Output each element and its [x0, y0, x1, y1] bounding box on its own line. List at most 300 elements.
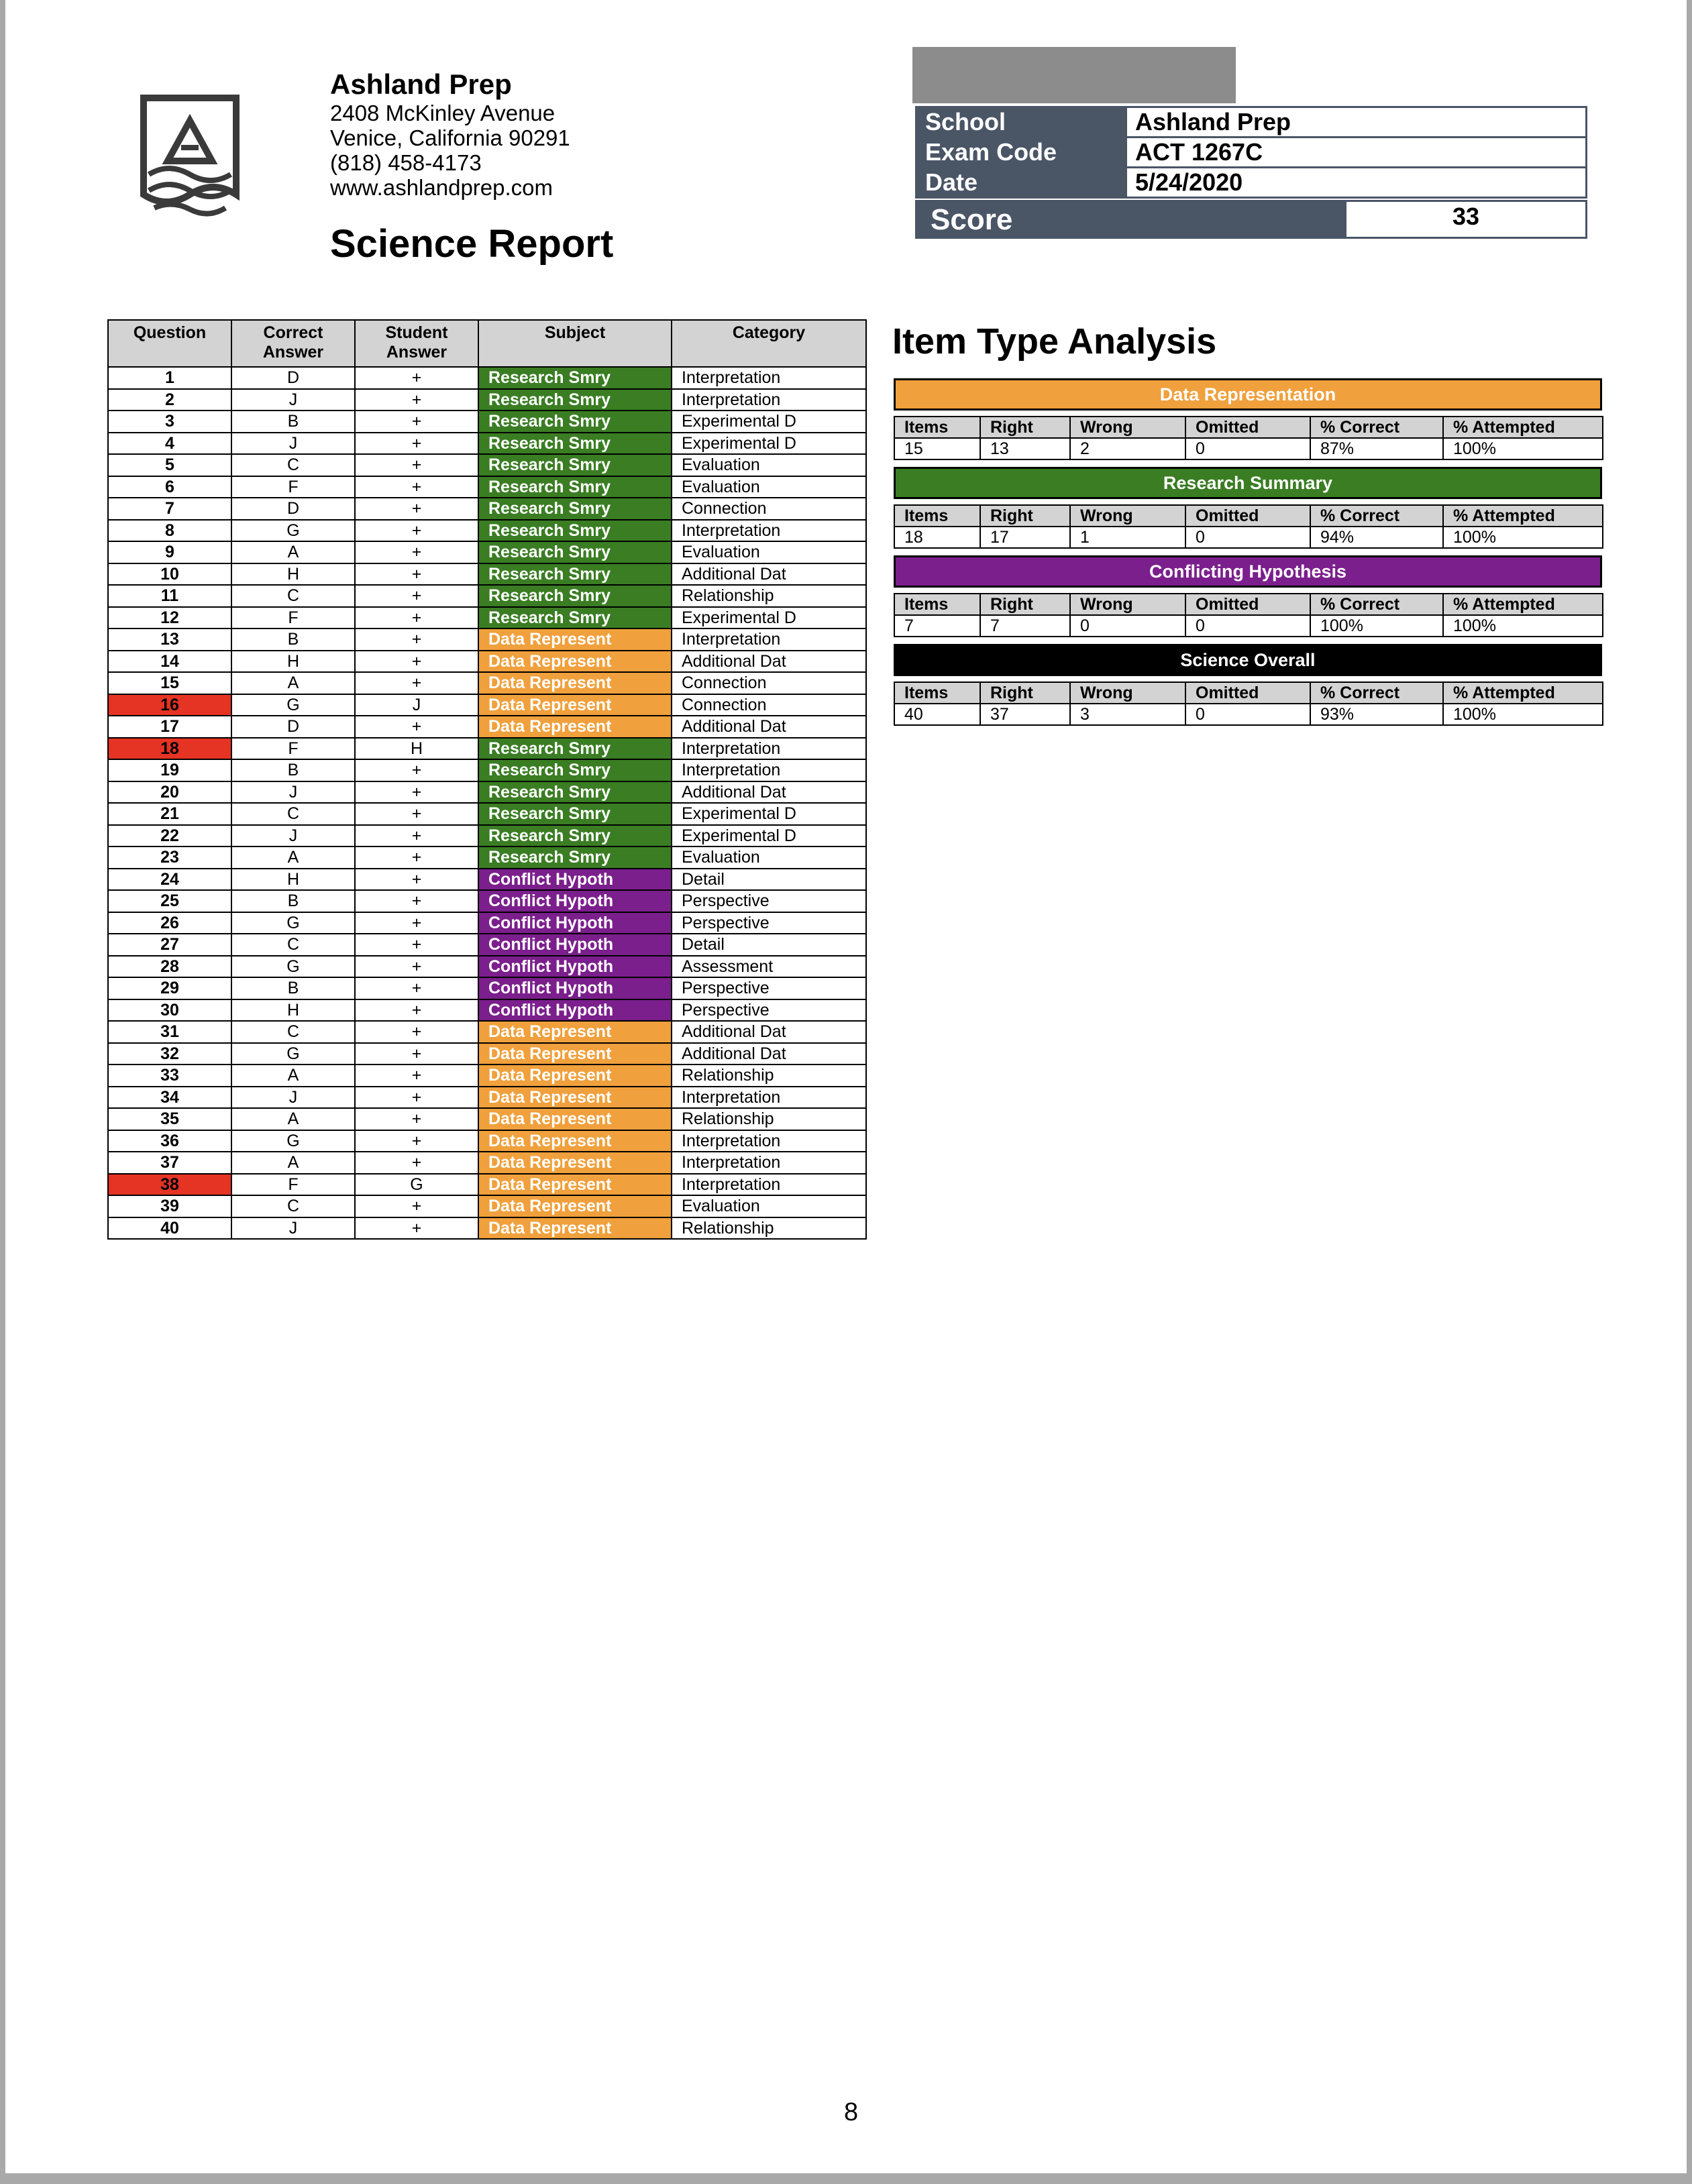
subject-cell: Data Represent [478, 651, 672, 673]
student-answer: + [355, 890, 478, 912]
analysis-column-header: % Correct [1310, 682, 1443, 704]
score-value: 33 [1346, 202, 1585, 237]
subject-cell: Conflict Hypoth [478, 956, 672, 978]
correct-answer: A [231, 1064, 355, 1087]
analysis-value: 100% [1443, 438, 1603, 459]
subject-cell: Research Smry [478, 607, 672, 629]
subject-cell: Data Represent [478, 716, 672, 738]
category-cell: Connection [672, 672, 866, 694]
student-answer: + [355, 433, 478, 455]
analysis-column-header: % Attempted [1443, 682, 1603, 704]
correct-answer: F [231, 738, 355, 760]
question-number: 16 [108, 694, 231, 716]
table-row [108, 847, 866, 869]
table-row [108, 999, 866, 1022]
subject-cell: Conflict Hypoth [478, 869, 672, 891]
analysis-stats-table [894, 681, 1603, 726]
table-row [108, 1064, 866, 1087]
report-page [5, 0, 1687, 2173]
student-answer: + [355, 759, 478, 781]
correct-answer: A [231, 847, 355, 869]
analysis-value: 100% [1443, 527, 1603, 548]
column-header: Category [672, 320, 866, 367]
table-row [108, 520, 866, 542]
category-cell: Experimental D [672, 607, 866, 629]
analysis-value: 0 [1185, 615, 1310, 637]
analysis-column-header: % Attempted [1443, 417, 1603, 438]
address-line1: 2408 McKinley Avenue [330, 101, 556, 125]
category-cell: Relationship [672, 585, 866, 607]
analysis-header-row [894, 682, 1603, 704]
analysis-value: 0 [1185, 438, 1310, 459]
analysis-column-header: % Attempted [1443, 594, 1603, 615]
exam-info-row [916, 138, 1587, 168]
analysis-value: 7 [894, 615, 980, 637]
category-cell: Experimental D [672, 825, 866, 847]
student-answer: + [355, 367, 478, 389]
ashland-prep-shield-icon [140, 94, 240, 228]
correct-answer: H [231, 869, 355, 891]
question-number: 2 [108, 389, 231, 411]
student-answer: + [355, 498, 478, 520]
category-cell: Evaluation [672, 476, 866, 498]
correct-answer: C [231, 454, 355, 476]
category-cell: Interpretation [672, 389, 866, 411]
student-answer: + [355, 541, 478, 563]
subject-cell: Data Represent [478, 1217, 672, 1240]
analysis-column-header: Wrong [1070, 417, 1185, 438]
question-number: 15 [108, 672, 231, 694]
analysis-header-row [894, 505, 1603, 527]
table-row [108, 541, 866, 563]
category-cell: Experimental D [672, 411, 866, 433]
student-answer: + [355, 1087, 478, 1109]
correct-answer: F [231, 1174, 355, 1196]
student-answer: + [355, 869, 478, 891]
org-name: Ashland Prep [330, 68, 512, 100]
category-cell: Perspective [672, 912, 866, 934]
table-row [108, 825, 866, 847]
student-answer: + [355, 411, 478, 433]
analysis-column-header: % Correct [1310, 594, 1443, 615]
analysis-column-header: Items [894, 505, 980, 527]
question-number: 35 [108, 1108, 231, 1130]
subject-cell: Data Represent [478, 694, 672, 716]
category-cell: Connection [672, 694, 866, 716]
subject-cell: Data Represent [478, 629, 672, 651]
analysis-value: 3 [1070, 704, 1185, 725]
analysis-column-header: Right [980, 682, 1070, 704]
student-answer: + [355, 934, 478, 956]
category-cell: Experimental D [672, 433, 866, 455]
analysis-value-row [894, 615, 1603, 637]
redacted-block [912, 47, 1236, 103]
column-header: Question [108, 320, 231, 367]
address-line2: Venice, California 90291 [330, 125, 570, 150]
analysis-stats-table [894, 504, 1603, 549]
category-cell: Detail [672, 869, 866, 891]
correct-answer: G [231, 520, 355, 542]
analysis-column-header: % Correct [1310, 505, 1443, 527]
question-number: 22 [108, 825, 231, 847]
analysis-value: 2 [1070, 438, 1185, 459]
question-number: 14 [108, 651, 231, 673]
table-row [108, 912, 866, 934]
question-number: 12 [108, 607, 231, 629]
analysis-value: 17 [980, 527, 1070, 548]
table-row [108, 367, 866, 389]
student-answer: + [355, 716, 478, 738]
correct-answer: J [231, 781, 355, 804]
category-cell: Perspective [672, 977, 866, 999]
category-cell: Additional Dat [672, 1043, 866, 1065]
category-cell: Evaluation [672, 1195, 866, 1217]
question-number: 39 [108, 1195, 231, 1217]
category-cell: Interpretation [672, 738, 866, 760]
question-number: 25 [108, 890, 231, 912]
table-row [108, 389, 866, 411]
correct-answer: G [231, 1043, 355, 1065]
analysis-value: 0 [1185, 704, 1310, 725]
student-answer: + [355, 651, 478, 673]
question-number: 6 [108, 476, 231, 498]
category-cell: Relationship [672, 1108, 866, 1130]
analysis-column-header: Right [980, 505, 1070, 527]
question-number: 9 [108, 541, 231, 563]
correct-answer: G [231, 912, 355, 934]
exam-info-label: Date [916, 168, 1126, 198]
student-answer: G [355, 1174, 478, 1196]
table-row [108, 803, 866, 825]
student-answer: H [355, 738, 478, 760]
question-number: 26 [108, 912, 231, 934]
question-number: 21 [108, 803, 231, 825]
student-answer: + [355, 999, 478, 1022]
student-answer: + [355, 1152, 478, 1174]
table-row [108, 1021, 866, 1043]
analysis-section-title: Conflicting Hypothesis [894, 555, 1602, 588]
question-number: 10 [108, 563, 231, 586]
correct-answer: J [231, 825, 355, 847]
analysis-section [894, 555, 1602, 637]
correct-answer: D [231, 498, 355, 520]
correct-answer: B [231, 977, 355, 999]
table-row [108, 563, 866, 586]
subject-cell: Research Smry [478, 738, 672, 760]
exam-info-value: Ashland Prep [1126, 107, 1587, 138]
analysis-value: 13 [980, 438, 1070, 459]
category-cell: Perspective [672, 999, 866, 1022]
exam-info-label: Exam Code [916, 138, 1126, 168]
table-row [108, 716, 866, 738]
analysis-value-row [894, 438, 1603, 459]
correct-answer: A [231, 541, 355, 563]
subject-cell: Research Smry [478, 389, 672, 411]
subject-cell: Research Smry [478, 825, 672, 847]
analysis-value: 18 [894, 527, 980, 548]
category-cell: Interpretation [672, 759, 866, 781]
table-row [108, 585, 866, 607]
question-number: 5 [108, 454, 231, 476]
analysis-value: 94% [1310, 527, 1443, 548]
analysis-section [894, 644, 1602, 726]
student-answer: + [355, 607, 478, 629]
analysis-section-title: Data Representation [894, 378, 1602, 411]
category-cell: Evaluation [672, 454, 866, 476]
category-cell: Connection [672, 498, 866, 520]
subject-cell: Research Smry [478, 367, 672, 389]
correct-answer: C [231, 803, 355, 825]
student-answer: + [355, 454, 478, 476]
category-cell: Additional Dat [672, 781, 866, 804]
table-row [108, 411, 866, 433]
correct-answer: F [231, 476, 355, 498]
analysis-value: 40 [894, 704, 980, 725]
category-cell: Interpretation [672, 1087, 866, 1109]
student-answer: + [355, 1021, 478, 1043]
column-header: Student Answer [355, 320, 478, 367]
subject-cell: Data Represent [478, 1021, 672, 1043]
question-number: 19 [108, 759, 231, 781]
analysis-value: 100% [1443, 704, 1603, 725]
table-row [108, 738, 866, 760]
student-answer: + [355, 672, 478, 694]
table-row [108, 498, 866, 520]
table-row [108, 476, 866, 498]
table-row [108, 759, 866, 781]
item-type-analysis-title: Item Type Analysis [892, 321, 1217, 362]
subject-cell: Research Smry [478, 847, 672, 869]
analysis-value-row [894, 704, 1603, 725]
analysis-value: 100% [1310, 615, 1443, 637]
correct-answer: A [231, 1108, 355, 1130]
correct-answer: C [231, 934, 355, 956]
category-cell: Additional Dat [672, 1021, 866, 1043]
score-row [915, 200, 1587, 239]
subject-cell: Conflict Hypoth [478, 934, 672, 956]
subject-cell: Data Represent [478, 1043, 672, 1065]
question-number: 29 [108, 977, 231, 999]
question-number: 1 [108, 367, 231, 389]
subject-cell: Conflict Hypoth [478, 912, 672, 934]
subject-cell: Research Smry [478, 541, 672, 563]
correct-answer: H [231, 651, 355, 673]
subject-cell: Research Smry [478, 781, 672, 804]
analysis-column-header: Wrong [1070, 682, 1185, 704]
category-cell: Perspective [672, 890, 866, 912]
question-number: 30 [108, 999, 231, 1022]
analysis-column-header: Items [894, 417, 980, 438]
student-answer: + [355, 1043, 478, 1065]
correct-answer: D [231, 367, 355, 389]
table-row [108, 781, 866, 804]
table-row [108, 1174, 866, 1196]
correct-answer: G [231, 956, 355, 978]
analysis-column-header: Right [980, 417, 1070, 438]
question-table [107, 319, 867, 1240]
subject-cell: Data Represent [478, 1108, 672, 1130]
analysis-section-title: Science Overall [894, 644, 1602, 676]
table-row [108, 956, 866, 978]
website-link[interactable]: www.ashlandprep.com [330, 175, 553, 200]
table-row [108, 672, 866, 694]
student-answer: + [355, 563, 478, 586]
student-answer: + [355, 585, 478, 607]
analysis-value-row [894, 527, 1603, 548]
category-cell: Experimental D [672, 803, 866, 825]
student-answer: + [355, 389, 478, 411]
analysis-column-header: Items [894, 682, 980, 704]
subject-cell: Research Smry [478, 476, 672, 498]
analysis-column-header: Omitted [1185, 682, 1310, 704]
question-number: 36 [108, 1130, 231, 1152]
analysis-value: 100% [1443, 615, 1603, 637]
question-number: 31 [108, 1021, 231, 1043]
correct-answer: G [231, 694, 355, 716]
score-label: Score [917, 202, 1346, 237]
report-title: Science Report [330, 222, 614, 266]
question-number: 28 [108, 956, 231, 978]
exam-info-value: 5/24/2020 [1126, 168, 1587, 198]
correct-answer: C [231, 1021, 355, 1043]
category-cell: Additional Dat [672, 716, 866, 738]
category-cell: Additional Dat [672, 651, 866, 673]
analysis-column-header: Omitted [1185, 505, 1310, 527]
question-number: 34 [108, 1087, 231, 1109]
question-number: 32 [108, 1043, 231, 1065]
category-cell: Detail [672, 934, 866, 956]
analysis-column-header: % Correct [1310, 417, 1443, 438]
analysis-value: 0 [1070, 615, 1185, 637]
correct-answer: C [231, 585, 355, 607]
table-row [108, 454, 866, 476]
category-cell: Relationship [672, 1064, 866, 1087]
subject-cell: Data Represent [478, 1174, 672, 1196]
subject-cell: Conflict Hypoth [478, 977, 672, 999]
correct-answer: B [231, 411, 355, 433]
student-answer: J [355, 694, 478, 716]
correct-answer: A [231, 1152, 355, 1174]
question-number: 18 [108, 738, 231, 760]
category-cell: Additional Dat [672, 563, 866, 586]
analysis-column-header: Right [980, 594, 1070, 615]
category-cell: Relationship [672, 1217, 866, 1240]
student-answer: + [355, 476, 478, 498]
question-number: 8 [108, 520, 231, 542]
analysis-column-header: Omitted [1185, 417, 1310, 438]
subject-cell: Research Smry [478, 585, 672, 607]
student-answer: + [355, 1195, 478, 1217]
category-cell: Evaluation [672, 847, 866, 869]
category-cell: Assessment [672, 956, 866, 978]
category-cell: Interpretation [672, 1174, 866, 1196]
subject-cell: Research Smry [478, 520, 672, 542]
category-cell: Interpretation [672, 520, 866, 542]
analysis-value: 37 [980, 704, 1070, 725]
analysis-section-title: Research Summary [894, 467, 1602, 499]
table-row [108, 651, 866, 673]
analysis-column-header: Items [894, 594, 980, 615]
table-row [108, 694, 866, 716]
table-row [108, 1043, 866, 1065]
subject-cell: Data Represent [478, 1087, 672, 1109]
correct-answer: J [231, 1087, 355, 1109]
question-number: 37 [108, 1152, 231, 1174]
correct-answer: D [231, 716, 355, 738]
table-row [108, 977, 866, 999]
correct-answer: C [231, 1195, 355, 1217]
student-answer: + [355, 1064, 478, 1087]
correct-answer: G [231, 1130, 355, 1152]
student-answer: + [355, 847, 478, 869]
table-row [108, 934, 866, 956]
question-number: 7 [108, 498, 231, 520]
question-number: 4 [108, 433, 231, 455]
analysis-section [894, 378, 1602, 460]
subject-cell: Research Smry [478, 411, 672, 433]
analysis-column-header: Omitted [1185, 594, 1310, 615]
subject-cell: Research Smry [478, 803, 672, 825]
analysis-header-row [894, 594, 1603, 615]
subject-cell: Conflict Hypoth [478, 890, 672, 912]
question-number: 20 [108, 781, 231, 804]
correct-answer: J [231, 433, 355, 455]
analysis-stats-table [894, 416, 1603, 460]
category-cell: Evaluation [672, 541, 866, 563]
exam-info-value: ACT 1267C [1126, 138, 1587, 168]
column-header: Correct Answer [231, 320, 355, 367]
student-answer: + [355, 1217, 478, 1240]
exam-info-row [916, 168, 1587, 198]
analysis-value: 87% [1310, 438, 1443, 459]
correct-answer: B [231, 629, 355, 651]
analysis-value: 7 [980, 615, 1070, 637]
table-row [108, 1130, 866, 1152]
table-row [108, 607, 866, 629]
category-cell: Interpretation [672, 367, 866, 389]
analysis-value: 1 [1070, 527, 1185, 548]
category-cell: Interpretation [672, 1152, 866, 1174]
subject-cell: Data Represent [478, 1130, 672, 1152]
exam-info-label: School [916, 107, 1126, 138]
question-number: 3 [108, 411, 231, 433]
subject-cell: Research Smry [478, 433, 672, 455]
question-number: 40 [108, 1217, 231, 1240]
question-number: 11 [108, 585, 231, 607]
table-row [108, 1087, 866, 1109]
table-row [108, 433, 866, 455]
page-number: 8 [844, 2098, 859, 2126]
correct-answer: H [231, 999, 355, 1022]
subject-cell: Data Represent [478, 672, 672, 694]
analysis-column-header: % Attempted [1443, 505, 1603, 527]
phone-number: (818) 458-4173 [330, 150, 482, 175]
question-number: 17 [108, 716, 231, 738]
subject-cell: Research Smry [478, 759, 672, 781]
column-header: Subject [478, 320, 672, 367]
student-answer: + [355, 520, 478, 542]
student-answer: + [355, 781, 478, 804]
category-cell: Interpretation [672, 1130, 866, 1152]
student-answer: + [355, 912, 478, 934]
analysis-stats-table [894, 593, 1603, 637]
analysis-value: 93% [1310, 704, 1443, 725]
subject-cell: Data Represent [478, 1064, 672, 1087]
analysis-column-header: Wrong [1070, 505, 1185, 527]
question-number: 33 [108, 1064, 231, 1087]
question-number: 24 [108, 869, 231, 891]
subject-cell: Data Represent [478, 1195, 672, 1217]
